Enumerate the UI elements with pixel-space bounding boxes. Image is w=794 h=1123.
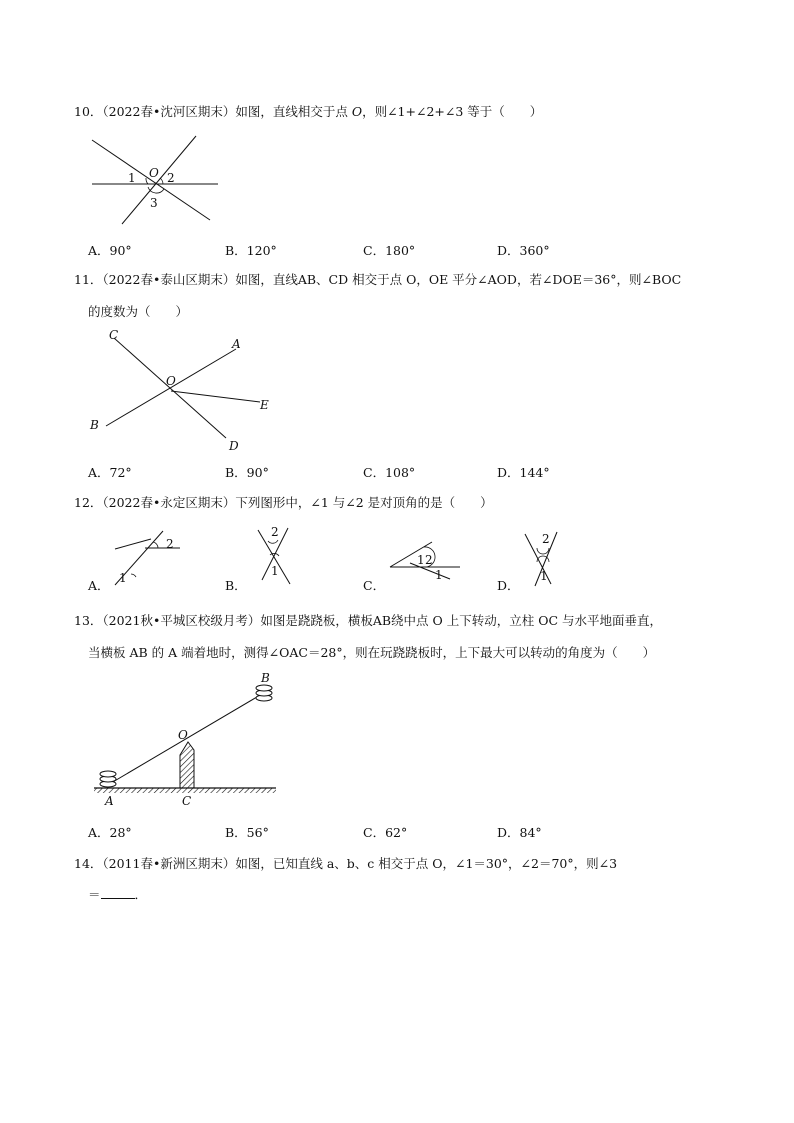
point-label: B	[261, 671, 270, 685]
angle-label: 1	[271, 564, 279, 578]
angle-label: 2	[425, 553, 433, 567]
question-text: ，则∠1+∠2+∠3 等于（ ）	[362, 104, 543, 119]
point-label: O	[351, 104, 363, 119]
question-source: （2022春•沈河区期末）	[102, 104, 236, 119]
question-14-stem	[74, 856, 617, 872]
figure-q12-d	[515, 524, 595, 594]
question-text: ．	[134, 887, 148, 902]
question-10-stem	[74, 104, 542, 120]
option-b[interactable]: B．120°	[225, 243, 277, 258]
figure-q12-a	[105, 525, 205, 595]
question-source: （2022春•永定区期末）	[102, 495, 236, 510]
question-text: 下列图形中，∠1 与∠2 是对顶角的是（ ）	[235, 495, 493, 510]
option-c[interactable]: C．62°	[363, 825, 408, 840]
option-b[interactable]: B．	[225, 578, 247, 593]
question-11-stem	[74, 272, 681, 288]
option-d[interactable]: D．144°	[497, 465, 550, 480]
option-c[interactable]: C．108°	[363, 465, 416, 480]
point-label: D	[229, 439, 239, 453]
option-a[interactable]: A．72°	[88, 465, 132, 480]
question-text: 如图，直线AB、CD 相交于点 O，OE 平分∠AOD，若∠DOE＝36°，则∠BOC	[235, 272, 682, 287]
question-number: 10．	[74, 104, 103, 119]
question-number: 14．	[74, 856, 103, 871]
point-label: O	[178, 728, 188, 742]
figure-q13	[90, 670, 290, 810]
point-label: A	[232, 337, 241, 351]
angle-label: 3	[150, 196, 158, 210]
question-source: （2022春•泰山区期末）	[102, 272, 236, 287]
angle-label: 1	[435, 568, 443, 582]
question-number: 11．	[74, 272, 103, 287]
point-label: E	[260, 398, 269, 412]
question-text: 如图是跷跷板，横板AB绕中点 O 上下转动，立柱 OC 与水平地面垂直，	[260, 613, 663, 628]
option-d[interactable]: D．360°	[497, 243, 550, 258]
question-number: 12．	[74, 495, 103, 510]
option-b[interactable]: B．56°	[225, 825, 269, 840]
question-text: 如图，已知直线 a、b、c 相交于点 O，∠1＝30°，∠2＝70°，则∠3	[235, 856, 618, 871]
angle-label: 2	[166, 537, 174, 551]
angle-label: 1	[119, 571, 127, 585]
option-a[interactable]: A．28°	[88, 825, 132, 840]
angle-label: 1	[417, 553, 425, 567]
option-c[interactable]: C．	[363, 578, 386, 593]
question-source: （2011春•新洲区期末）	[102, 856, 236, 871]
angle-label: 2	[542, 532, 550, 546]
angle-label: 2	[167, 171, 175, 185]
question-13-stem-line2: 当横板 AB 的 A 端着地时，测得∠OAC＝28°，则在玩跷跷板时，上下最大可以转动的角度为（ ）	[88, 645, 656, 660]
point-label: A	[105, 794, 114, 808]
angle-label: 2	[271, 525, 279, 539]
figure-q11	[86, 326, 286, 456]
point-label: O	[166, 374, 176, 388]
figure-q12-b	[250, 522, 330, 592]
option-d[interactable]: D．84°	[497, 825, 542, 840]
angle-label: 1	[540, 569, 548, 583]
point-label: C	[182, 794, 192, 808]
option-c[interactable]: C．180°	[363, 243, 416, 258]
option-a[interactable]: A．	[88, 578, 110, 593]
figure-q10	[88, 132, 228, 227]
question-13-stem	[74, 613, 662, 629]
question-text: 如图，直线相交于点	[235, 104, 352, 119]
option-d[interactable]: D．	[497, 578, 520, 593]
question-12-stem	[74, 495, 493, 511]
question-number: 13．	[74, 613, 103, 628]
question-14-stem-line2	[88, 886, 147, 903]
answer-blank[interactable]	[101, 886, 135, 899]
point-label: O	[149, 166, 159, 180]
question-text: ＝	[88, 887, 101, 902]
figure-q12-c	[380, 527, 470, 587]
option-a[interactable]: A．90°	[88, 243, 132, 258]
point-label: B	[90, 418, 99, 432]
angle-label: 1	[128, 171, 136, 185]
point-label: C	[109, 328, 119, 342]
question-11-stem-line2: 的度数为（ ）	[88, 304, 189, 319]
option-b[interactable]: B．90°	[225, 465, 269, 480]
question-source: （2021秋•平城区校级月考）	[102, 613, 261, 628]
